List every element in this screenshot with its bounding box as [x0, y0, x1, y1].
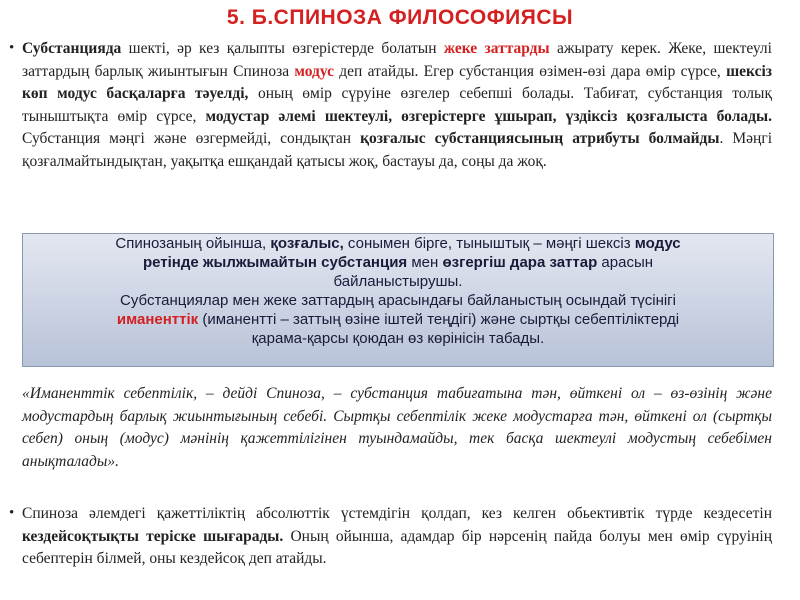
paragraph-necessity	[22, 503, 772, 571]
box-line-5	[33, 310, 763, 329]
text-span: Субстанция мәңгі және өзгермейді, сондықтан	[22, 130, 361, 148]
bold-phrase: шексіз көп модус басқаларға тәуелді,	[22, 62, 772, 103]
box-line-2	[33, 253, 763, 272]
bullet-1: •	[9, 40, 15, 56]
box-line-1	[33, 234, 763, 253]
bold-phrase: модустар әлемі шектеулі, өзгерістерге ұшырап, үздіксіз қозғалыста болады.	[205, 107, 772, 125]
term-modus: модус	[294, 62, 335, 80]
slide-title: 5. Б.СПИНОЗА ФИЛОСОФИЯСЫ	[226, 6, 574, 29]
text-span: Спиноза әлемдегі қажеттіліктің абсолюттік үстемдігін қолдап, кез келген обьективтік түрде кездесетін	[22, 505, 772, 522]
text-span: Оның ойынша, адамдар бір нәрсенің пайда болуы мен өмір сүруінің себептерін білмей, оны кездейсоқ деп атайды.	[22, 527, 772, 568]
term-immanence: иманенттік	[116, 311, 199, 328]
bold-phrase: қозғалыс субстанциясының атрибуты болмайды	[360, 130, 720, 148]
box-line-6: қарама-қарсы қоюдан өз көрінісін табады.	[251, 330, 545, 347]
text-span: арасын	[597, 254, 654, 271]
text-span: деп атайды. Егер субстанция өзімен-өзі дара өмір сүрсе,	[334, 62, 727, 80]
bold-phrase: кездейсоқтықты теріске шығарады.	[22, 527, 284, 545]
box-line-3: байланыстырушы.	[333, 273, 463, 290]
text-span: сонымен бірге, тыныштық – мәңгі шексіз	[343, 235, 635, 252]
bullet-2: •	[9, 505, 15, 521]
text-span: ажырату керек. Жеке, шектеулі заттардың барлық жиынтығын Спиноза	[22, 40, 772, 80]
term-modus: модус	[634, 235, 681, 252]
text-span: мен	[407, 254, 443, 271]
box-line-4: Субстанциялар мен жеке заттардың арасындағы байланыстың осындай түсінігі	[120, 292, 676, 309]
text-span: шекті, әр кез қалыпты өзгерістерде болатын	[121, 40, 444, 57]
quote-text: субстанция табиғатына тән, өйткені ол – өз-өзінің және модустардың барлық жиынтығының себебі. Сыртқы себептілік жеке модустарға тән, өйткені ол (сыртқы себеп) оның (модус) мәнінің қажеттілігінен туындамайды, тек басқа шектеулі модустың себебімен анықталады».	[22, 385, 772, 470]
quote-paragraph	[22, 383, 772, 473]
highlight-box	[22, 233, 774, 367]
text-span: (иманентті – заттың өзіне іштей теңдігі) және сыртқы себептіліктерді	[198, 311, 680, 328]
text-span: Спинозаның ойынша,	[115, 235, 271, 252]
text-span: . Мәңгі қозғалмайтындықтан, уақытқа ешқандай қатысы жоқ, бастауы да, соңы да жоқ.	[22, 130, 773, 170]
quote-intro: «Иманенттік себептілік, – дейді Спиноза, –	[22, 385, 351, 402]
text-span: оның өмір сүруіне өзгелер себепші болады. Табиғат, субстанция толық тыныштықта өмір сүрсе,	[22, 85, 772, 125]
term-individual-things: жеке заттарды	[443, 40, 550, 57]
paragraph-substance	[22, 38, 772, 174]
term-substance: Субстанцияда	[22, 40, 122, 57]
bold-phrase: өзгергіш дара заттар	[442, 254, 598, 271]
bold-phrase: ретінде жылжымайтын субстанция	[142, 254, 408, 271]
term-motion: қозғалыс,	[270, 235, 344, 252]
